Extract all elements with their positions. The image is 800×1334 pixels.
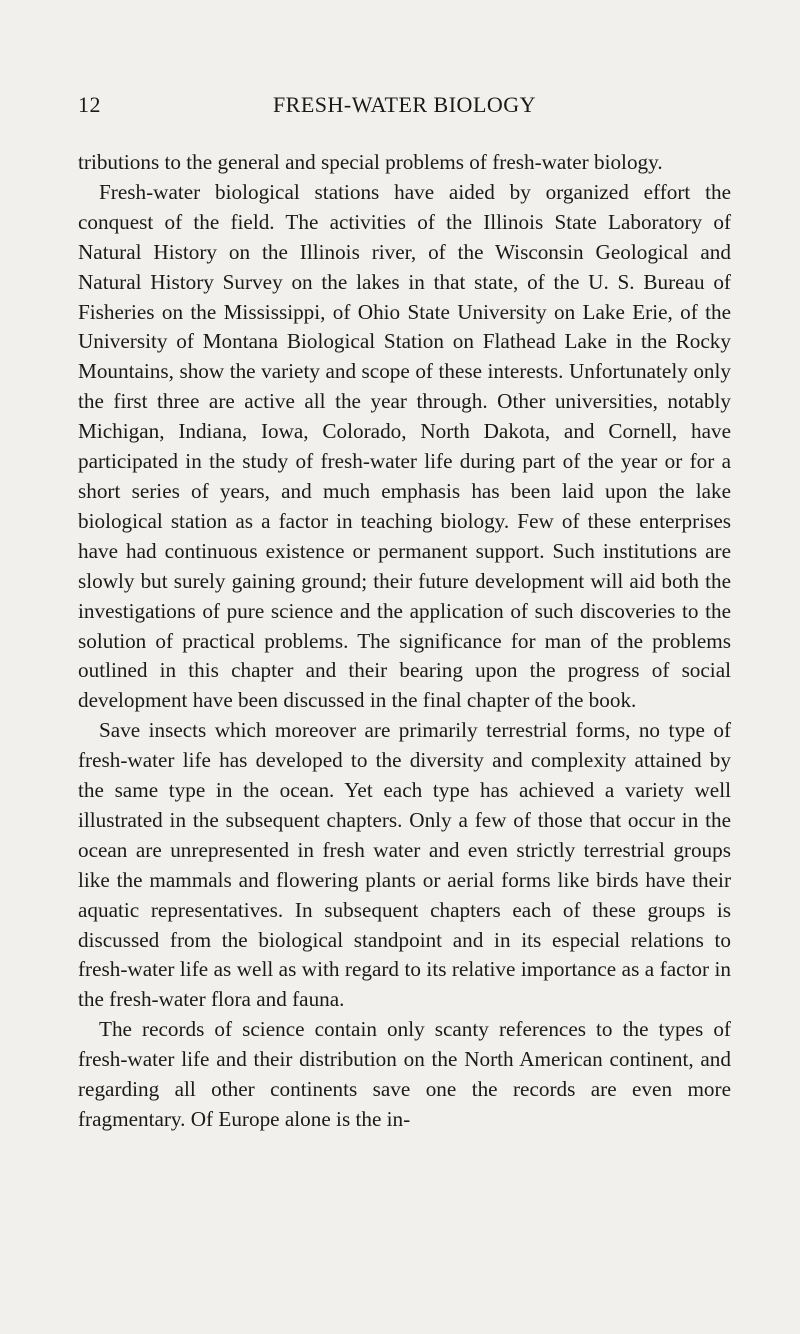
running-title: FRESH-WATER BIOLOGY [272, 92, 537, 117]
paragraph-continuation: tributions to the general and special problems of fresh-water biology. [78, 150, 663, 174]
body-text [78, 148, 731, 1135]
page-number: 12 [78, 92, 101, 117]
running-head [78, 92, 731, 122]
paragraph-records-of-science: The records of science contain only scanty references to the types of fresh-water life and their distribution on the North American continent, and regarding all other continents save one the records are even more fragmentary. Of Europe alone is the in- [78, 1017, 731, 1131]
paragraph-biological-stations: Fresh-water biological stations have aided by organized effort the conquest of the field. The activities of the Illinois State Laboratory of Natural History on the Illinois river, of the Wisconsin Geological and Natural History Survey on the lakes in that state, of the U. S. Bureau of Fisheries on the Mississippi, of Ohio State University on Lake Erie, of the University of Montana Biological Station on Flathead Lake in the Rocky Mountains, show the variety and scope of these interests. Unfortunately only the first three are active all the year through. Other universities, notably Michigan, Indiana, Iowa, Colorado, North Dakota, and Cornell, have participated in the study of fresh-water life during part of the year or for a short series of years, and much emphasis has been laid upon the lake biological station as a factor in teaching biology. Few of these enterprises have had continuous existence or permanent support. Such institutions are slowly but surely gaining ground; their future development will aid both the investigations of pure science and the application of such discoveries to the solution of practical problems. The significance for man of the problems outlined in this chapter and their bearing upon the progress of social development have been discussed in the final chapter of the book. [78, 179, 731, 713]
paragraph-types-of-life: Save insects which moreover are primarily terrestrial forms, no type of fresh-water life has developed to the diversity and complexity attained by the same type in the ocean. Yet each type has achieved a variety well illustrated in the subsequent chapters. Only a few of those that occur in the ocean are unrepresented in fresh water and even strictly terrestrial groups like the mammals and flowering plants or aerial forms like birds have their aquatic representatives. In subsequent chapters each of these groups is discussed from the biological standpoint and in its especial relations to fresh-water life as well as with regard to its relative importance as a factor in the fresh-water flora and fauna. [78, 718, 731, 1012]
book-page [78, 92, 731, 1135]
